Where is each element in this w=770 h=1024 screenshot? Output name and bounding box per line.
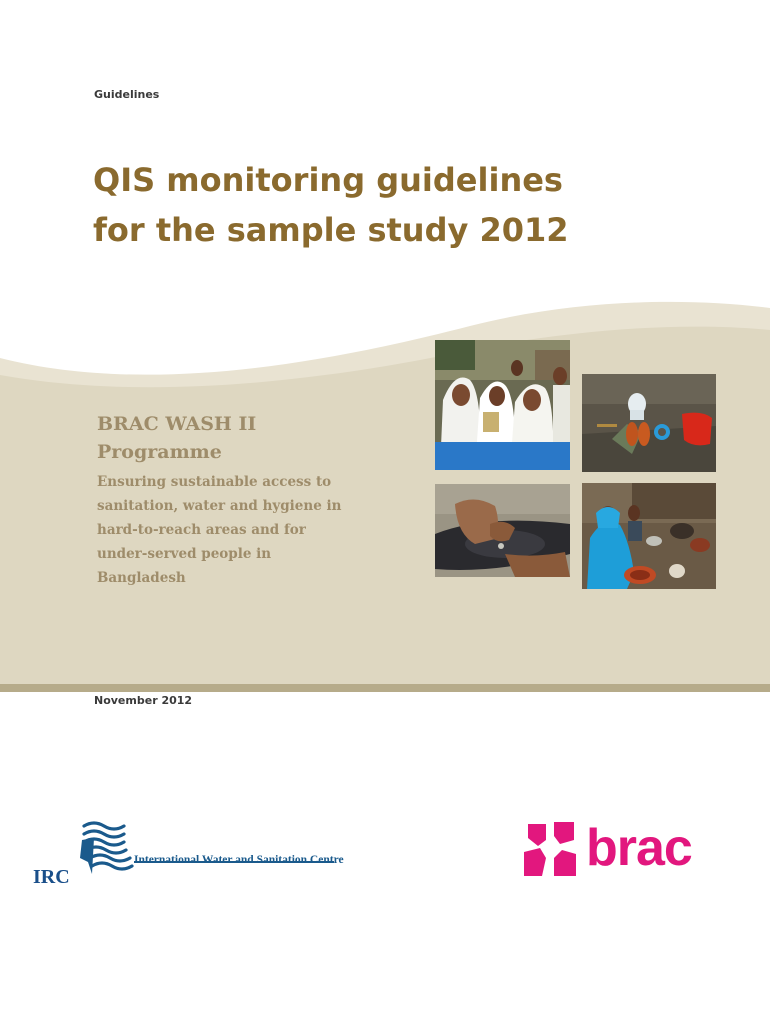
document-type-label: Guidelines: [94, 88, 160, 101]
photo-schoolgirls: [435, 340, 570, 470]
programme-title: [97, 410, 377, 466]
programme-title-line-1: BRAC WASH II: [97, 413, 257, 435]
document-title: [93, 155, 569, 255]
subtitle-line: hard-to-reach areas and for: [97, 522, 306, 538]
subtitle-line: sanitation, water and hygiene in: [97, 498, 342, 514]
brac-wordmark: brac: [586, 819, 692, 877]
programme-subtitle: [97, 470, 377, 590]
brac-pinwheel-icon: [520, 818, 580, 880]
programme-title-line-2: Programme: [97, 441, 222, 463]
photo-hands-slab: [435, 484, 570, 577]
subtitle-line: under-served people in: [97, 546, 272, 562]
subtitle-line: Ensuring sustainable access to: [97, 474, 332, 490]
subtitle-line: Bangladesh: [97, 570, 186, 586]
irc-full-name: International Water and Sanitation Centre: [134, 854, 344, 866]
photo-woman-cooking: [582, 483, 716, 589]
title-line-1: QIS monitoring guidelines: [93, 161, 563, 199]
title-line-2: for the sample study 2012: [93, 211, 569, 249]
publication-date: November 2012: [94, 694, 193, 707]
photo-latrine: [582, 374, 716, 472]
irc-abbreviation: IRC: [33, 866, 70, 888]
